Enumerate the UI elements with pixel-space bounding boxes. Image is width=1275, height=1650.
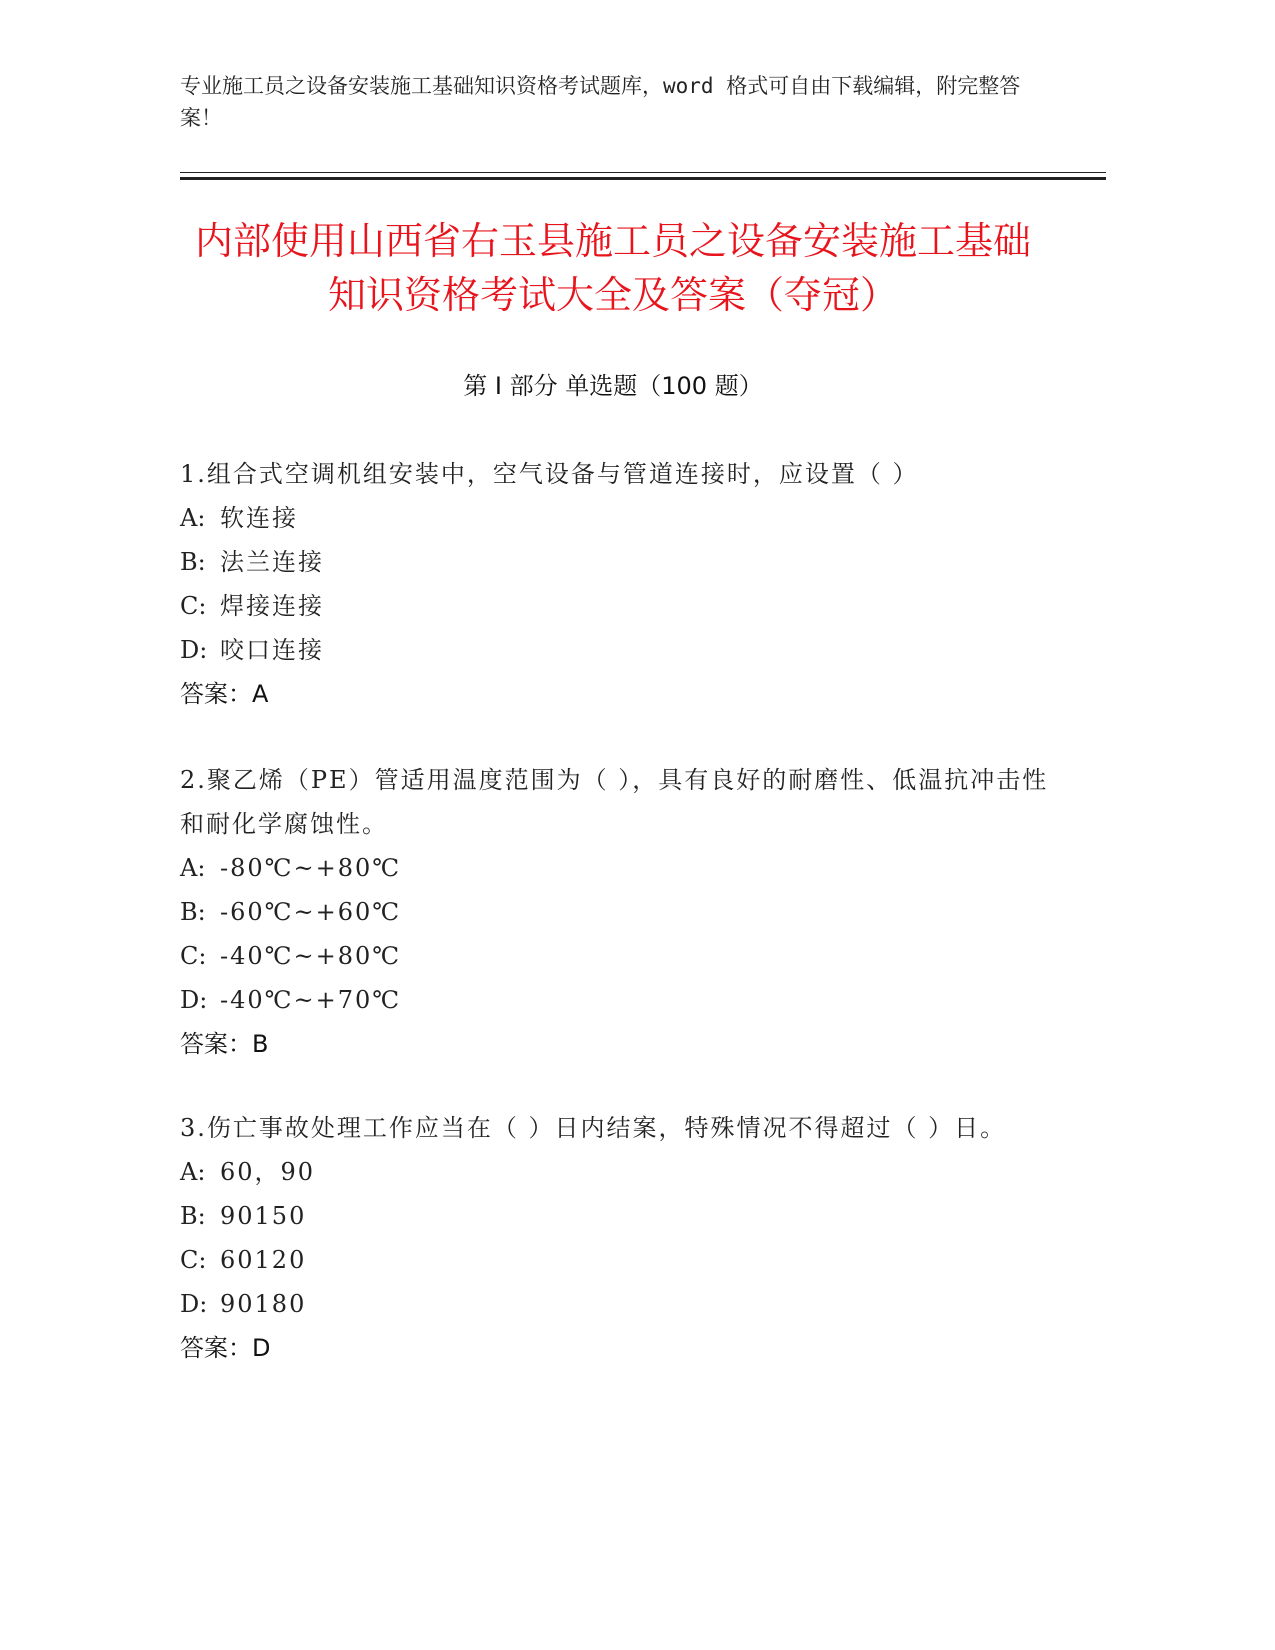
option-d [180, 1282, 1050, 1326]
option-b [180, 1194, 1050, 1238]
option-b [180, 890, 1050, 934]
option-a [180, 1150, 1050, 1194]
question-stem: 3.伤亡事故处理工作应当在（ ）日内结案，特殊情况不得超过（ ）日。 [180, 1114, 1007, 1142]
option-letter: C: [180, 1246, 207, 1274]
question-3 [180, 1106, 1050, 1370]
option-text: 焊接连接 [220, 592, 324, 620]
question-1 [180, 452, 1050, 716]
option-letter: A: [180, 1158, 206, 1186]
question-2 [180, 758, 1050, 1066]
question-stem: 2.聚乙烯（PE）管适用温度范围为（ ），具有良好的耐磨性、低温抗冲击性和耐化学腐蚀性。 [180, 766, 1049, 838]
option-text: -40℃~+70℃ [220, 986, 402, 1014]
option-text: -80℃~+80℃ [220, 854, 402, 882]
option-letter: B: [180, 548, 206, 576]
option-text: 90150 [220, 1202, 307, 1230]
section-title: 第 I 部分 单选题（100 题） [463, 372, 763, 400]
header-divider-thick [180, 177, 1106, 180]
option-b [180, 540, 1050, 584]
option-letter: D: [180, 1290, 208, 1318]
question-stem: 1.组合式空调机组安装中，空气设备与管道连接时，应设置（ ） [180, 460, 919, 488]
header-divider-thin [180, 172, 1106, 173]
option-text: 咬口连接 [220, 636, 324, 664]
option-text: 法兰连接 [220, 548, 324, 576]
option-letter: C: [180, 592, 207, 620]
answer-line: 答案：A [180, 680, 269, 708]
option-letter: D: [180, 986, 208, 1014]
answer-line: 答案：B [180, 1030, 269, 1058]
option-c [180, 934, 1050, 978]
option-c [180, 1238, 1050, 1282]
option-letter: D: [180, 636, 208, 664]
option-letter: C: [180, 942, 207, 970]
option-letter: B: [180, 1202, 206, 1230]
option-text: -40℃~+80℃ [220, 942, 402, 970]
option-text: 60，90 [220, 1158, 316, 1186]
option-d [180, 628, 1050, 672]
option-text: -60℃~+60℃ [220, 898, 402, 926]
option-text: 90180 [220, 1290, 307, 1318]
answer-line: 答案：D [180, 1334, 271, 1362]
option-letter: B: [180, 898, 206, 926]
document-title: 内部使用山西省右玉县施工员之设备安装施工基础知识资格考试大全及答案（夺冠） [194, 219, 1031, 317]
option-c [180, 584, 1050, 628]
option-letter: A: [180, 504, 206, 532]
option-text: 60120 [220, 1246, 307, 1274]
option-text: 软连接 [220, 504, 298, 532]
option-a [180, 846, 1050, 890]
option-d [180, 978, 1050, 1022]
option-a [180, 496, 1050, 540]
option-letter: A: [180, 854, 206, 882]
header-note: 专业施工员之设备安装施工基础知识资格考试题库，word 格式可自由下载编辑，附完整答案！ [180, 74, 1021, 130]
